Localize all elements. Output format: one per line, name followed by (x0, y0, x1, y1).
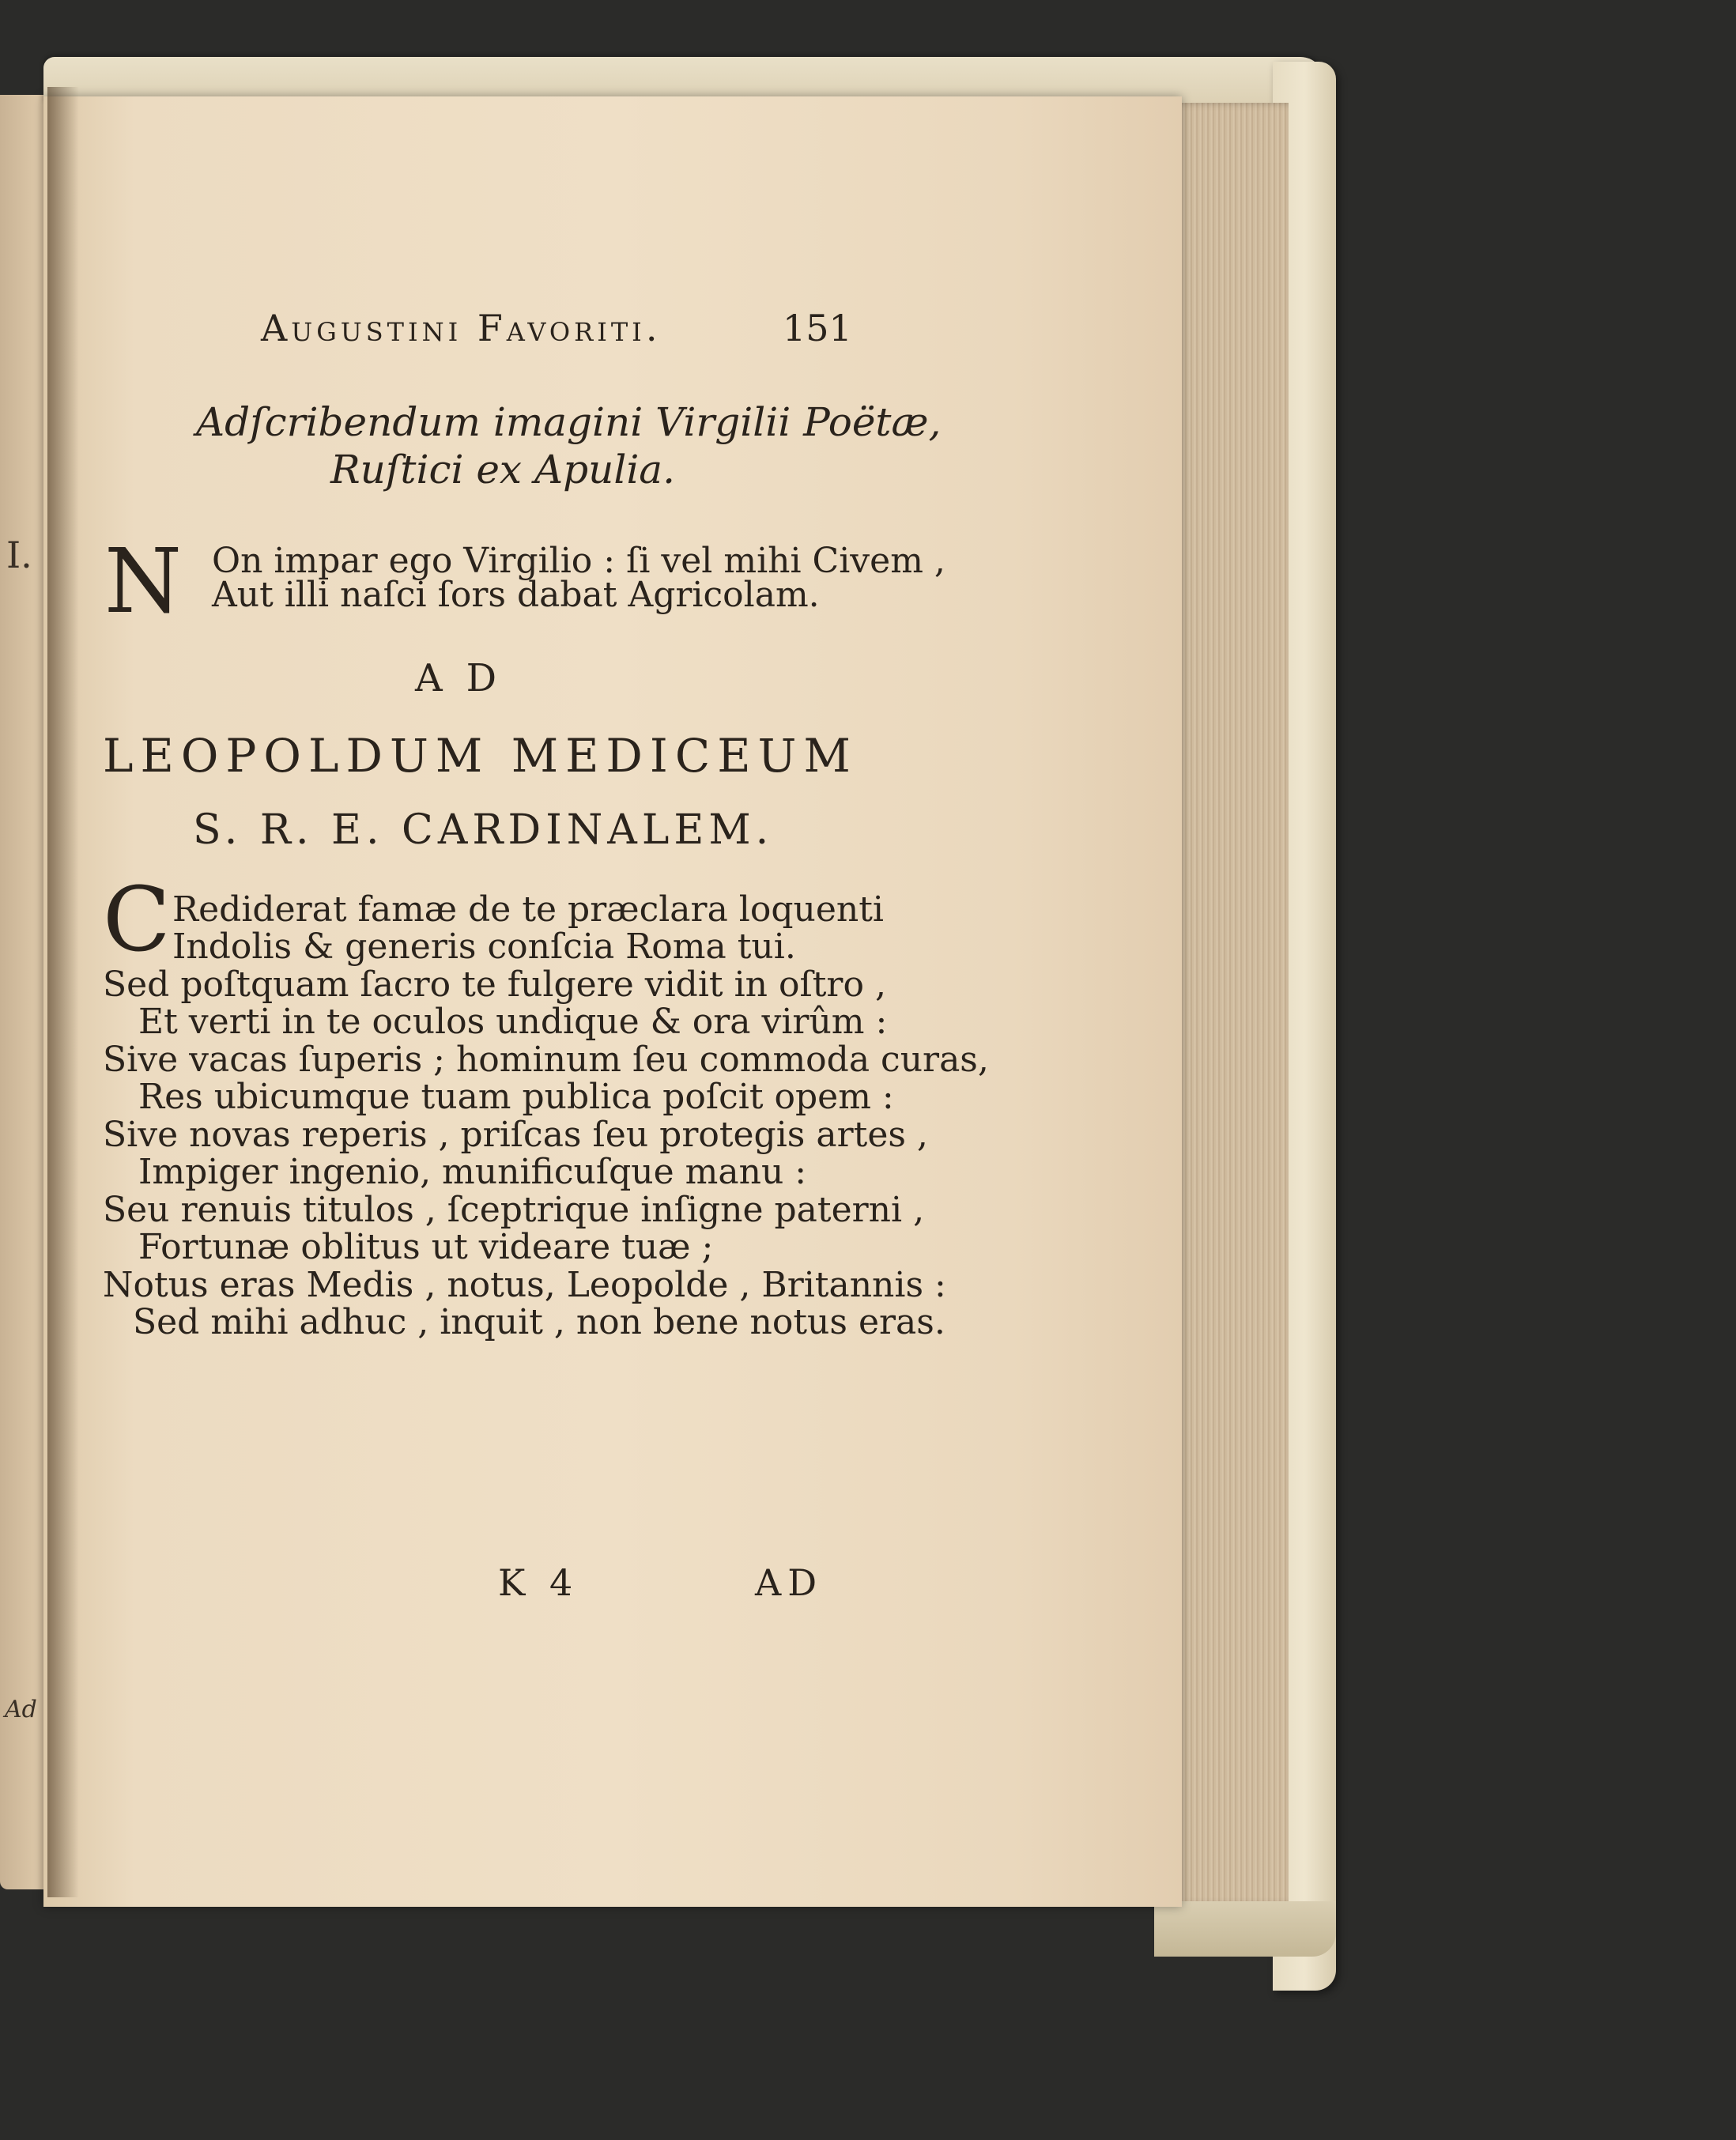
poem-line: Sive novas reperis , priſcas ſeu protegis artes , (103, 1115, 928, 1155)
poem-line: Notus eras Medis , notus, Leopolde , Britannis : (103, 1265, 946, 1305)
left-margin-mark: I. (6, 534, 32, 576)
gutter-shadow (47, 87, 79, 1897)
catchword: AD (755, 1561, 824, 1604)
poem-line: Impiger ingenio, munificuſque manu : (138, 1152, 807, 1192)
page-number: 151 (783, 307, 852, 349)
left-margin-catchword: Ad (5, 1696, 37, 1723)
epigram-line: On impar ego Virgilio : ſi vel mihi Civem , (212, 541, 945, 581)
poem-line: Fortunæ oblitus ut videare tuæ ; (138, 1227, 714, 1267)
running-title: Augustini Favoriti. (261, 307, 662, 349)
poem-line: Seu renuis titulos , ſceptrique inſigne paterni , (103, 1190, 925, 1230)
vellum-cover-bottom (1154, 1901, 1336, 1957)
poem-line: Sed mihi adhuc , inquit , non bene notus eras. (133, 1302, 945, 1342)
poem-line: Indolis & generis conſcia Roma tui. (172, 927, 796, 967)
poem-line: Res ubicumque tuam publica poſcit opem : (138, 1077, 894, 1117)
heading-ad: AD (415, 656, 521, 700)
heading-title: S. R. E. CARDINALEM. (193, 806, 774, 854)
poem-line: Et verti in te oculos undique & ora virûm : (138, 1002, 888, 1042)
poem-line: Rediderat famæ de te præclara loquenti (172, 889, 884, 930)
poem-line: Sed poſtquam ſacro te fulgere vidit in oſtro , (103, 964, 886, 1005)
epigram-title-line: Ruſtici ex Apulia. (330, 447, 676, 493)
poem-line: Sive vacas ſuperis ; hominum ſeu commoda curas, (103, 1040, 989, 1080)
signature-mark: K 4 (498, 1561, 579, 1604)
drop-cap-n: N (104, 530, 182, 633)
heading-name: LEOPOLDUM MEDICEUM (103, 729, 858, 783)
drop-cap-c: C (103, 869, 171, 972)
epigram-line: Aut illi naſci ſors dabat Agricolam. (212, 575, 820, 615)
epigram-title-line: Adſcribendum imagini Virgilii Poëtæ, (196, 399, 942, 445)
